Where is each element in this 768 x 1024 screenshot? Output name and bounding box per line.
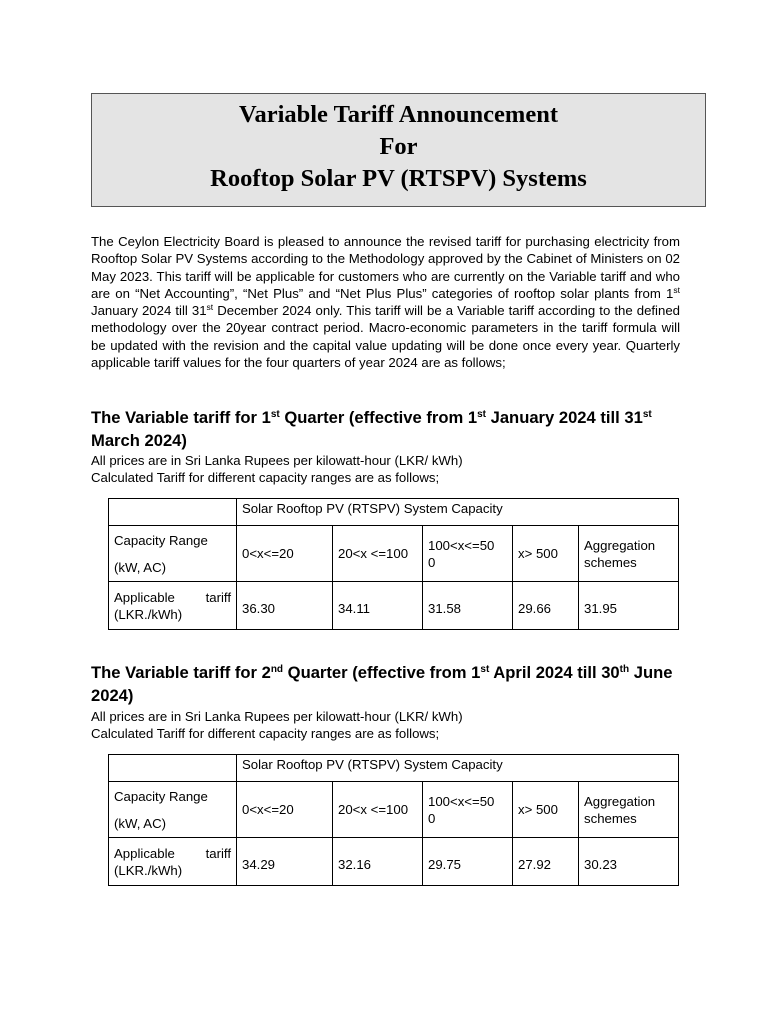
q1-heading-text-c: January 2024 till 31 xyxy=(485,408,643,427)
range-cell-text-wrap: 0 xyxy=(428,554,436,570)
capacity-range-row xyxy=(109,782,679,838)
tariff-value: 29.75 xyxy=(423,838,513,886)
system-capacity-header: Solar Rooftop PV (RTSPV) System Capacity xyxy=(237,755,679,782)
tariff-value: 27.92 xyxy=(513,838,579,886)
range-cell: 0<x<=20 xyxy=(237,526,333,582)
intro-sup-1: st xyxy=(673,284,680,295)
applicable-tariff-label xyxy=(109,838,237,886)
table-header-row xyxy=(109,499,679,526)
q1-tariff-table xyxy=(108,498,679,630)
q1-heading-sup-b: st xyxy=(477,409,486,420)
tariff-row xyxy=(109,582,679,630)
q2-heading xyxy=(91,661,691,707)
range-cell: x> 500 xyxy=(513,526,579,582)
tariff-value: 34.11 xyxy=(333,582,423,630)
tariff-value: 30.23 xyxy=(579,838,679,886)
intro-text-2: January 2024 till 31 xyxy=(91,303,207,319)
q1-heading-text-a: The Variable tariff for 1 xyxy=(91,408,271,427)
intro-paragraph xyxy=(91,233,680,371)
range-cell: Aggregation schemes xyxy=(579,526,679,582)
q1-currency-note: All prices are in Sri Lanka Rupees per kilowatt-hour (LKR/ kWh) xyxy=(91,453,463,468)
capacity-range-label xyxy=(109,526,237,582)
q1-heading-text-b: Quarter (effective from 1 xyxy=(279,408,478,427)
capacity-range-label xyxy=(109,782,237,838)
tariff-value: 32.16 xyxy=(333,838,423,886)
capacity-range-row xyxy=(109,526,679,582)
q2-heading-sup-a: nd xyxy=(270,664,284,675)
q2-tariff-note: Calculated Tariff for different capacity ranges are as follows; xyxy=(91,726,440,741)
q2-heading-text-c: April 2024 till 30 xyxy=(489,663,620,682)
capacity-unit-label: (kW, AC) xyxy=(114,815,167,831)
q2-heading-text-d: June 2024) xyxy=(91,663,673,705)
title-line-3: Rooftop Solar PV (RTSPV) Systems xyxy=(210,165,587,192)
q2-heading-text-b: Quarter (effective from 1 xyxy=(283,663,481,682)
q2-heading-sup-b: st xyxy=(480,664,490,675)
tariff-unit-label: (LKR./kWh) xyxy=(114,862,183,878)
range-cell: 20<x <=100 xyxy=(333,526,423,582)
table-header-row xyxy=(109,755,679,782)
tariff-row xyxy=(109,838,679,886)
system-capacity-header: Solar Rooftop PV (RTSPV) System Capacity xyxy=(237,499,679,526)
capacity-unit-label: (kW, AC) xyxy=(114,559,167,575)
title-box xyxy=(91,93,706,207)
range-cell: x> 500 xyxy=(513,782,579,838)
q1-heading-sup-a: st xyxy=(270,409,280,420)
range-cell-text: 100<x<=50 xyxy=(428,537,495,553)
q2-currency-note: All prices are in Sri Lanka Rupees per kilowatt-hour (LKR/ kWh) xyxy=(91,709,463,724)
q1-heading xyxy=(91,406,691,452)
table-corner-cell xyxy=(109,499,237,526)
range-cell xyxy=(423,526,513,582)
tariff-value: 36.30 xyxy=(237,582,333,630)
range-cell xyxy=(423,782,513,838)
q2-heading-text-a: The Variable tariff for 2 xyxy=(91,663,271,682)
range-cell-text: 100<x<=50 xyxy=(428,793,495,809)
q2-heading-sup-c: th xyxy=(619,664,630,675)
q1-heading-text-d: March 2024) xyxy=(91,431,187,450)
range-cell: 0<x<=20 xyxy=(237,782,333,838)
range-cell-text-wrap: 0 xyxy=(428,810,436,826)
tariff-label-word-1: Applicable xyxy=(114,589,175,605)
q2-tariff-table xyxy=(108,754,679,886)
capacity-range-label-text: Capacity Range xyxy=(114,788,208,804)
tariff-value: 29.66 xyxy=(513,582,579,630)
intro-sup-2: st xyxy=(206,302,214,313)
tariff-value: 34.29 xyxy=(237,838,333,886)
q1-heading-sup-c: st xyxy=(642,409,652,420)
applicable-tariff-label xyxy=(109,582,237,630)
tariff-label-word-2: tariff xyxy=(205,845,231,861)
tariff-value: 31.58 xyxy=(423,582,513,630)
tariff-label-word-1: Applicable xyxy=(114,845,175,861)
table-corner-cell xyxy=(109,755,237,782)
range-cell: 20<x <=100 xyxy=(333,782,423,838)
title-line-2: For xyxy=(379,133,418,160)
tariff-unit-label: (LKR./kWh) xyxy=(114,606,183,622)
title-line-1: Variable Tariff Announcement xyxy=(239,101,558,128)
tariff-label-word-2: tariff xyxy=(205,589,231,605)
capacity-range-label-text: Capacity Range xyxy=(114,532,208,548)
range-cell: Aggregation schemes xyxy=(579,782,679,838)
intro-text-3: December 2024 only. This tariff will be a Variable tariff according to the defined methodology over the 20year contract period. Macro-economic parameters in the tariff formula will be updated with the revision and the capital value updating will be done once every year. Quarterly applicable tariff values for the four quarters of year 2024 are as follows; xyxy=(91,303,680,371)
tariff-value: 31.95 xyxy=(579,582,679,630)
q1-tariff-note: Calculated Tariff for different capacity ranges are as follows; xyxy=(91,470,440,485)
intro-text-1: The Ceylon Electricity Board is pleased to announce the revised tariff for purchasing electricity from Rooftop Solar PV Systems according to the Methodology approved by the Cabinet of Ministers on 02 May 2023. This tariff will be applicable for customers who are currently on the Variable tariff and who are on “Net Accounting”, “Net Plus” and “Net Plus Plus” categories of rooftop solar plants from 1 xyxy=(91,234,680,301)
